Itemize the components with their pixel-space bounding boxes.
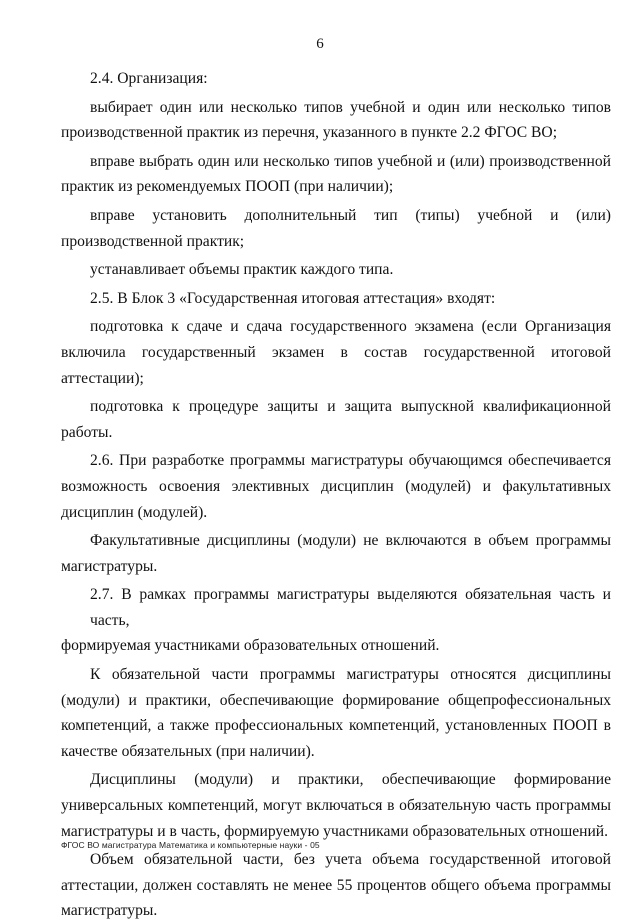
- text-line: вправе установить дополнительный тип (типы) учебной и (или): [90, 206, 611, 224]
- paragraph: [61, 95, 611, 146]
- paragraph: [61, 257, 611, 283]
- paragraph: [61, 528, 611, 579]
- paragraph: [61, 66, 611, 92]
- text-line: магистратуры.: [61, 902, 158, 920]
- text-line: дисциплин (модулей).: [61, 503, 208, 521]
- paragraph: [61, 767, 611, 844]
- text-line: 2.6. При разработке программы магистратуры обучающимся обеспечивается: [90, 452, 611, 470]
- paragraph: [61, 662, 611, 764]
- paragraph: [61, 847, 611, 924]
- text-line: компетенций, а также профессиональных компетенций, установленных ПООП в: [61, 717, 611, 735]
- text-line: производственной практик;: [61, 232, 245, 250]
- text-line: формируемая участниками образовательных отношений.: [61, 637, 440, 655]
- text-line: вправе выбрать один или несколько типов учебной и (или) производственной: [90, 152, 611, 170]
- paragraph: [61, 149, 611, 200]
- document-body: [61, 66, 611, 924]
- paragraph: [61, 394, 611, 445]
- text-line: качестве обязательных (при наличии).: [61, 742, 315, 760]
- text-line: Факультативные дисциплины (модули) не включаются в объем программы: [90, 532, 611, 550]
- text-line: возможность освоения элективных дисциплин (модулей) и факультативных: [61, 477, 611, 495]
- text-line: работы.: [61, 423, 113, 441]
- text-line: К обязательной части программы магистратуры относятся дисциплины: [90, 666, 611, 684]
- text-line: практик из рекомендуемых ПООП (при наличии);: [61, 178, 394, 196]
- paragraph: [61, 448, 611, 525]
- text-line: выбирает один или несколько типов учебной и один или несколько типов: [90, 98, 611, 116]
- text-line: Объем обязательной части, без учета объема государственной итоговой: [90, 851, 611, 869]
- text-line: универсальных компетенций, могут включаться в обязательную часть программы: [61, 797, 611, 815]
- text-line: производственной практик из перечня, указанного в пункте 2.2 ФГОС ВО;: [61, 124, 558, 142]
- text-line: магистратуры.: [61, 557, 158, 575]
- text-line: 2.7. В рамках программы магистратуры выделяются обязательная часть и часть,: [90, 586, 611, 629]
- text-line: подготовка к процедуре защиты и защита выпускной квалификационной: [90, 398, 611, 416]
- text-line: устанавливает объемы практик каждого типа.: [90, 261, 394, 279]
- paragraph: [61, 203, 611, 254]
- text-line: магистратуры и в часть, формируемую участниками образовательных отношений.: [61, 822, 609, 840]
- paragraph: [61, 314, 611, 391]
- text-line: 2.5. В Блок 3 «Государственная итоговая аттестация» входят:: [90, 289, 496, 307]
- text-line: подготовка к сдаче и сдача государственного экзамена (если Организация: [90, 318, 611, 336]
- page-number: 6: [316, 36, 324, 52]
- text-line: (модули) и практики, обеспечивающие формирование общепрофессиональных: [61, 691, 611, 709]
- paragraph: [61, 286, 611, 312]
- text-line: аттестации, должен составлять не менее 55 процентов общего объема программы: [61, 876, 611, 894]
- page-footer: ФГОС ВО магистратура Математика и компьютерные науки - 05: [61, 840, 320, 850]
- paragraph: [61, 582, 611, 659]
- text-line: включила государственный экзамен в состав государственной итоговой аттестации);: [61, 343, 611, 387]
- text-line: Дисциплины (модули) и практики, обеспечивающие формирование: [90, 771, 611, 789]
- text-line: 2.4. Организация:: [90, 70, 208, 87]
